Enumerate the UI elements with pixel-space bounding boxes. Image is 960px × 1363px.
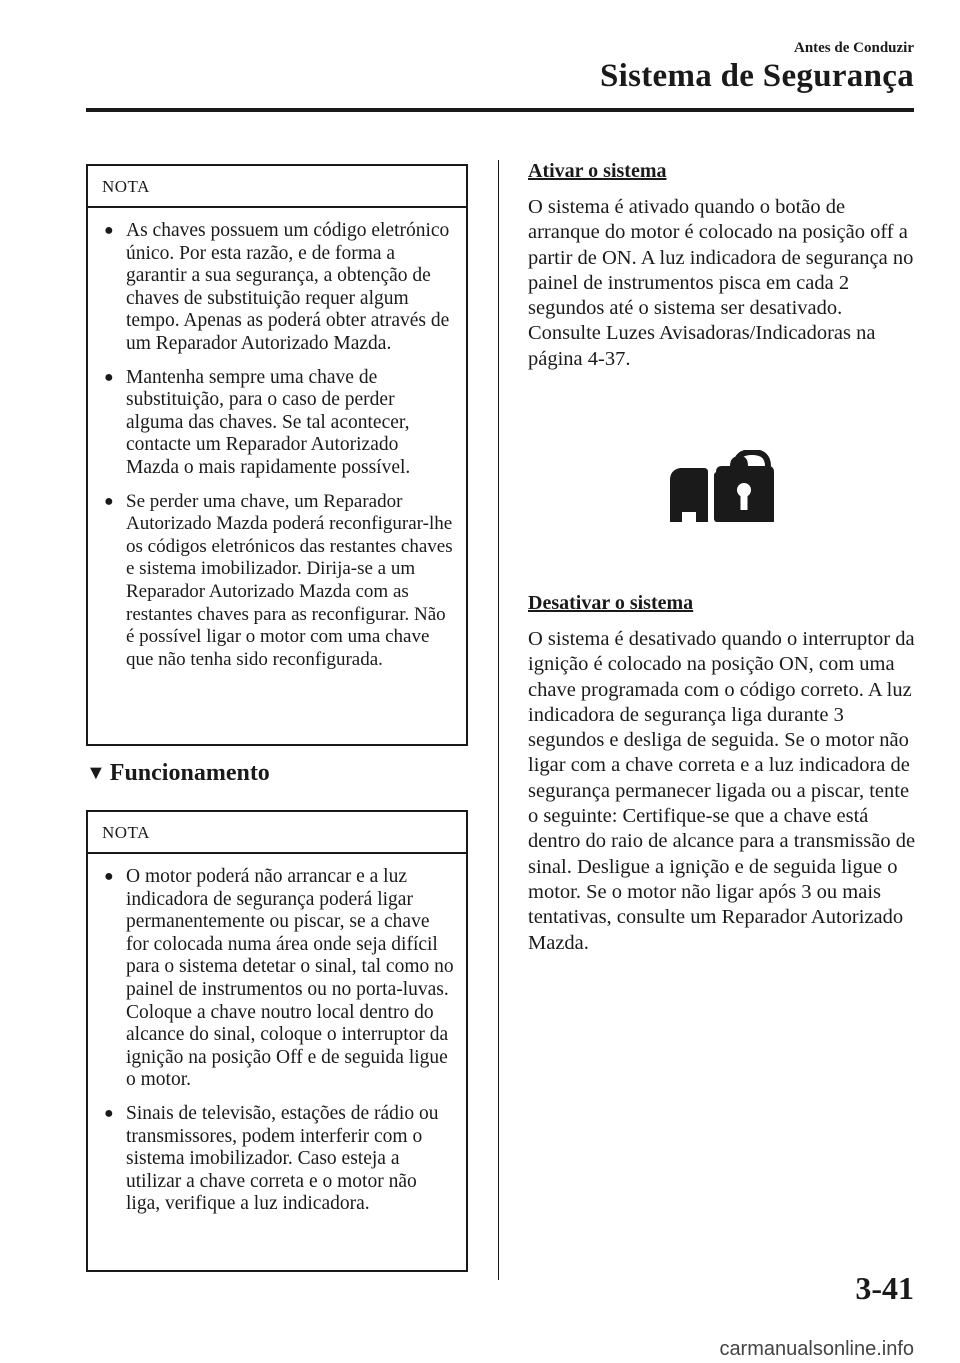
note-item: ● Mantenha sempre uma chave de substituição, para o caso de perder alguma das chaves. Se tal acontecer, contacte um Reparador Autorizado Mazda o mais rapidamente possível.	[104, 366, 411, 478]
header-rule	[86, 108, 914, 112]
note-box-signal	[86, 810, 468, 1272]
bullet-icon: ●	[104, 1104, 114, 1122]
triangle-marker-icon: ▼	[86, 762, 106, 784]
note-item: ● Sinais de televisão, estações de rádio ou transmissores, podem interferir com o sistema imobilizador. Caso esteja a utilizar a chave correta e o motor não liga, verifique a luz indicadora.	[104, 1102, 439, 1215]
deactivate-heading: Desativar o sistema	[528, 592, 694, 614]
deactivate-paragraph: O sistema é desativado quando o interruptor da ignição é colocado na posição ON, com uma chave programada com o código correto. A luz indicadora de segurança liga durante 3 segundos e desliga de seguida. Se o motor não ligar com a chave correta e a luz indicadora de segurança permanecer ligada ou a piscar, tente o seguinte: Certifique-se que a chave está dentro do raio de alcance para a transmissão de sinal. Desligue a ignição e de seguida ligue o motor. Se o motor não ligar após 3 ou mais tentativas, consulte um Reparador Autorizado Mazda.	[528, 628, 916, 954]
note-list	[88, 854, 466, 1231]
activate-heading: Ativar o sistema	[528, 160, 667, 182]
note-list	[88, 208, 466, 686]
note-label: NOTA	[88, 166, 466, 208]
note-item: ● O motor poderá não arrancar e a luz indicadora de segurança poderá ligar permanentemente ou piscar, se a chave for colocada numa área onde seja difícil para o sistema detetar o sinal, tal como no painel de instrumentos ou no porta-luvas. Coloque a chave noutro local dentro do alcance do sinal, coloque o interruptor da ignição na posição Off e de seguida ligue o motor.	[104, 866, 454, 1091]
note-item: ● Se perder uma chave, um Reparador Autorizado Mazda poderá reconfigurar-lhe os códigos eletrónicos das restantes chaves e sistema imobilizador. Dirija-se a um Reparador Autorizado Mazda com as restantes chaves para as reconfigurar. Não é possível ligar o motor com uma chave que não tenha sido reconfigurada.	[104, 490, 453, 670]
car-padlock-icon	[668, 450, 776, 526]
page-number: 3-41	[855, 1270, 914, 1306]
note-box-keys	[86, 164, 468, 746]
page-title: Sistema de Segurança	[600, 58, 914, 94]
deactivate-section	[528, 592, 916, 956]
activate-paragraph: O sistema é ativado quando o botão de arranque do motor é colocado na posição off a partir de ON. A luz indicadora de segurança no painel de instrumentos pisca em cada 2 segundos até o sistema ser desativado. Consulte Luzes Avisadoras/Indicadoras na página 4-37.	[528, 196, 914, 370]
section-label: Antes de Conduzir	[793, 40, 914, 56]
watermark: carmanualsonline.info	[719, 1338, 914, 1360]
activate-section	[528, 160, 916, 372]
bullet-icon: ●	[104, 868, 114, 885]
note-item: ● As chaves possuem um código eletrónico único. Por esta razão, e de forma a garantir a sua segurança, a obtenção de chaves de substituição requer algum tempo. Apenas as poderá obter através de um Reparador Autorizado Mazda.	[104, 220, 450, 354]
column-divider	[498, 160, 499, 1280]
bullet-icon: ●	[104, 492, 114, 510]
bullet-icon: ●	[104, 222, 114, 239]
bullet-icon: ●	[104, 368, 114, 386]
note-label: NOTA	[88, 812, 466, 854]
operation-heading: ▼ Funcionamento	[86, 760, 270, 786]
